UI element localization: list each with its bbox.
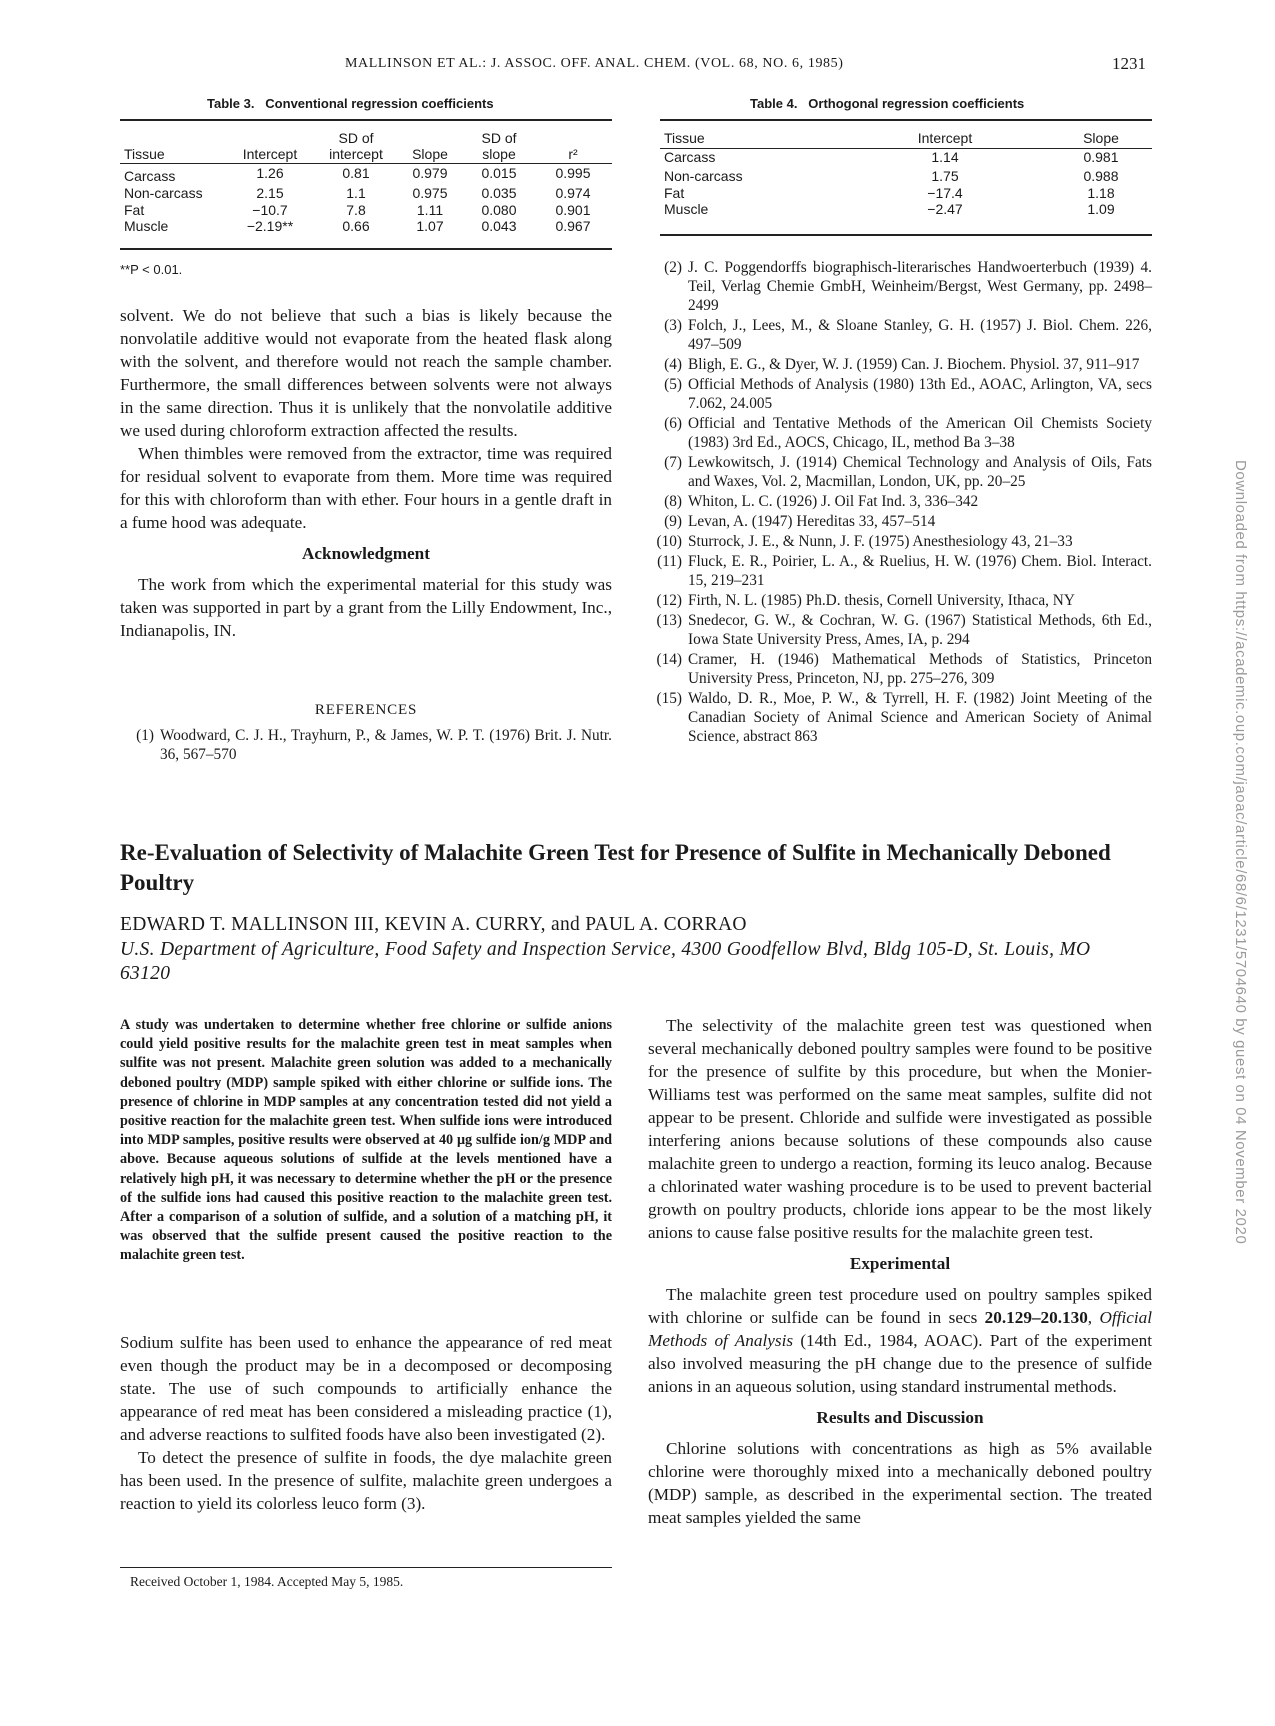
table4-cell: 1.75 <box>931 168 959 184</box>
left-upper-column <box>120 304 612 642</box>
reference-number: (12) <box>656 592 682 609</box>
reference-item <box>648 316 1152 354</box>
table3-cell: Carcass <box>124 168 176 185</box>
table3-cell: 0.015 <box>481 165 517 182</box>
reference-item <box>648 650 1152 688</box>
table4-caption <box>750 96 1024 111</box>
table3-cell: 0.975 <box>412 185 448 201</box>
right-body-column <box>648 1014 1152 1529</box>
table3-header-rule <box>120 163 612 164</box>
table4-top-rule <box>660 119 1152 121</box>
reference-number: (4) <box>664 356 682 373</box>
reference-number: (11) <box>657 553 682 570</box>
table3-number: Table 3. <box>207 96 255 111</box>
article-authors: EDWARD T. MALLINSON III, KEVIN A. CURRY, and PAUL A. CORRAO <box>120 914 747 935</box>
table3-header-cell: r² <box>568 146 578 162</box>
article-affiliation: U.S. Department of Agriculture, Food Safety and Inspection Service, 4300 Goodfellow Blvd, Bldg 105-D, St. Louis, MO 63120 <box>120 939 1091 984</box>
table4-cell: 1.09 <box>1087 201 1115 217</box>
reference-item <box>648 532 1152 551</box>
reference-item <box>648 492 1152 511</box>
table3-bottom-rule <box>120 248 612 250</box>
table3-cell: 0.66 <box>342 218 370 234</box>
table3-cell: Non-carcass <box>124 185 203 201</box>
table4-cell: −2.47 <box>927 201 963 217</box>
table3-cell: 1.11 <box>416 201 444 218</box>
reference-number: (10) <box>656 533 682 550</box>
reference-text: Lewkowitsch, J. (1914) Chemical Technology and Analysis of Oils, Fats and Waxes, Vol. 2, Macmillan, London, UK, pp. 20–25 <box>688 454 1152 490</box>
reference-item <box>648 552 1152 590</box>
reference-text: Snedecor, G. W., & Cochran, W. G. (1967) Statistical Methods, 6th Ed., Iowa State University Press, Ames, IA, p. 294 <box>688 612 1152 648</box>
results-paragraph: Chlorine solutions with concentrations as high as 5% available chlorine were thoroughly mixed into a mechanically deboned poultry (MDP) sample, as described in the experimental section. The treated meat samples yielded the same <box>648 1439 1152 1527</box>
table4-header-rule <box>660 148 1152 149</box>
table4-cell: 1.18 <box>1087 184 1115 201</box>
table4-number: Table 4. <box>750 96 798 111</box>
table3-cell: −10.7 <box>252 201 288 218</box>
footnote-rule <box>120 1567 612 1568</box>
reference-number: (9) <box>664 513 682 530</box>
table3-row <box>120 218 612 235</box>
reference-text: Whiton, L. C. (1926) J. Oil Fat Ind. 3, 336–342 <box>688 493 979 510</box>
reference-item <box>648 512 1152 531</box>
reference-text: Official Methods of Analysis (1980) 13th Ed., AOAC, Arlington, VA, secs 7.062, 24.005 <box>688 376 1152 412</box>
table3-header-cell: Intercept <box>242 146 298 162</box>
experimental-text-end: (14th Ed., 1984, AOAC). Part of the experiment also involved measuring the pH change due to the presence of sulfide anions in an aqueous solution, using standard instrumental methods. <box>648 1331 1152 1396</box>
table3-row <box>120 185 612 202</box>
table4-cell: −17.4 <box>927 184 963 201</box>
table3-header-cell: SD of slope <box>481 130 517 162</box>
reference-item <box>648 355 1152 374</box>
results-heading: Results and Discussion <box>816 1408 984 1427</box>
table4-bottom-rule <box>660 234 1152 236</box>
reference-text: Levan, A. (1947) Hereditas 33, 457–514 <box>688 513 936 530</box>
table4-header-cell: Slope <box>1083 130 1119 146</box>
intro-column <box>120 1331 612 1515</box>
acknowledgment-text: The work from which the experimental material for this study was taken was supported in part by a grant from the Lilly Endowment, Inc., Indianapolis, IN. <box>120 575 612 640</box>
table3-header-cell: Tissue <box>124 146 165 162</box>
reference-number: (14) <box>656 651 682 668</box>
table3-cell: −2.19** <box>246 218 294 234</box>
table3-cell: 1.1 <box>346 185 366 201</box>
table4-row <box>660 185 1152 202</box>
reference-item <box>648 375 1152 413</box>
table3-cell: 0.967 <box>555 218 591 234</box>
reference-number: (3) <box>664 317 682 334</box>
table4-cell: Muscle <box>664 201 709 217</box>
paragraph-solvent-bias: solvent. We do not believe that such a bias is likely because the nonvolatile additive would not evaporate from the heated flask along with the solvent, and therefore would not reach the sample chamber. Furthermore, the small differences between solvents were not always in the same direction. Thus it is unlikely that the nonvolatile additive we used during chloroform extraction affected the results. <box>120 306 612 440</box>
table3-cell: 7.8 <box>346 201 366 218</box>
page-number: 1231 <box>1112 54 1146 73</box>
reference-list-right <box>648 258 1152 747</box>
table3-cell: 0.979 <box>412 165 448 182</box>
article-title: Re-Evaluation of Selectivity of Malachite Green Test for Presence of Sulfite in Mechanically Deboned Poultry <box>120 840 1111 895</box>
reference-item <box>648 611 1152 649</box>
reference-text: J. C. Poggendorffs biographisch-literarisches Handwoerterbuch (1939) 4. Teil, Verlag Chemie GmbH, Weinheim/Bergst, West Germany, pp. 2498–2499 <box>688 259 1152 314</box>
running-head: MALLINSON ET AL.: J. ASSOC. OFF. ANAL. CHEM. (VOL. 68, NO. 6, 1985) <box>345 56 844 71</box>
table3-cell: 1.26 <box>256 165 284 182</box>
table3-cell: 0.974 <box>555 185 591 201</box>
experimental-heading: Experimental <box>849 1254 951 1273</box>
experimental-text-start: The malachite green test procedure used on poultry samples spiked with chlorine or sulfide can be found in secs <box>648 1285 1152 1327</box>
references-heading: REFERENCES <box>314 702 418 718</box>
reference-number: (13) <box>656 612 682 629</box>
table4-cell: Carcass <box>664 148 716 165</box>
table3 <box>120 130 612 235</box>
reference-number: (1) <box>136 727 154 744</box>
experimental-separator: , <box>1087 1308 1100 1327</box>
table3-cell: Fat <box>124 201 145 218</box>
reference-item <box>648 591 1152 610</box>
table3-top-rule <box>120 119 612 121</box>
table4-cell: 1.14 <box>931 148 959 165</box>
reference-text: Fluck, E. R., Poirier, L. A., & Ruelius, H. W. (1976) Chem. Biol. Interact. 15, 219–231 <box>688 553 1152 589</box>
experimental-sections: 20.129–20.130 <box>984 1308 1088 1327</box>
reference-text: Woodward, C. J. H., Trayhurn, P., & James, W. P. T. (1976) Brit. J. Nutr. 36, 567–570 <box>160 727 612 763</box>
reference-text: Cramer, H. (1946) Mathematical Methods of Statistics, Princeton University Press, Princeton, NJ, pp. 275–276, 309 <box>688 651 1152 687</box>
reference-number: (15) <box>656 690 682 707</box>
table3-cell: 0.080 <box>481 201 517 218</box>
table4-cell: Non-carcass <box>664 168 743 184</box>
table3-cell: 0.81 <box>342 165 370 182</box>
acknowledgment-heading: Acknowledgment <box>302 544 430 563</box>
reference-number: (7) <box>664 454 682 471</box>
reference-number: (5) <box>664 376 682 393</box>
reference-item <box>120 726 612 764</box>
table3-cell: 1.07 <box>416 218 444 234</box>
article-abstract: A study was undertaken to determine whether free chlorine or sulfide anions could yield positive results for the malachite green test in meat samples when sulfite was not present. Malachite green solution was added to a mechanically deboned poultry (MDP) sample spiked with either chlorine or sulfide ions. The presence of chlorine in MDP samples at any concentration tested did not yield a positive reaction for the malachite green test. When sulfide ions were introduced into MDP samples, positive results were observed at 40 μg sulfide ion/g MDP and above. Because aqueous solutions of sulfide at the levels mentioned have a relatively high pH, it was necessary to determine whether the pH or the presence of the sulfide ions had caused this positive reaction to the malachite green test. After a comparison of a solution of sulfide, and a solution of a matching pH, it was observed that the sulfide present caused the positive reaction to the malachite green test. <box>120 1017 612 1264</box>
reference-text: Bligh, E. G., & Dyer, W. J. (1959) Can. J. Biochem. Physiol. 37, 911–917 <box>688 356 1140 373</box>
table4-cell: 0.988 <box>1083 168 1119 184</box>
table3-footnote: **P < 0.01. <box>120 262 183 277</box>
table4-header-cell: Intercept <box>917 130 973 146</box>
reference-text: Official and Tentative Methods of the American Oil Chemists Society (1983) 3rd Ed., AOCS, Chicago, IL, method Ba 3–38 <box>688 415 1152 451</box>
reference-number: (6) <box>664 415 682 432</box>
table4-row <box>660 201 1152 218</box>
table3-title: Conventional regression coefficients <box>265 96 494 111</box>
experimental-book-title: Official Methods of Analysis <box>648 1308 1152 1350</box>
experimental-paragraph <box>648 1283 1152 1398</box>
download-sidebar <box>1230 460 1252 1260</box>
reference-text: Waldo, D. R., Moe, P. W., & Tyrrell, H. F. (1982) Joint Meeting of the Canadian Society of Animal Science and American Society of Animal Science, abstract 863 <box>688 690 1152 745</box>
table3-caption <box>207 96 494 111</box>
table3-cell: 0.901 <box>555 201 591 218</box>
selectivity-paragraph: The selectivity of the malachite green test was questioned when several mechanically deboned poultry samples were found to be positive for the presence of sulfite by this procedure, but when the Monier-Williams test was performed on the same meat samples, sulfite did not appear to be present. Chloride and sulfide were investigated as possible interfering anions because solutions of these compounds also cause malachite green to undergo a reaction, forming its leuco analog. Because a chlorinated water washing procedure is to be used to prevent bacterial growth on poultry products, chloride ions appear to be the most likely anions to cause false positive results for the malachite green test. <box>648 1016 1152 1242</box>
table4-row <box>660 168 1152 185</box>
reference-text: Folch, J., Lees, M., & Sloane Stanley, G. H. (1957) J. Biol. Chem. 226, 497–509 <box>688 317 1152 353</box>
reference-text: Firth, N. L. (1985) Ph.D. thesis, Cornell University, Ithaca, NY <box>688 592 1075 609</box>
reference-item <box>648 414 1152 452</box>
table3-cell: 2.15 <box>256 185 284 201</box>
download-notice: Downloaded from https://academic.oup.com/jaoac/article/68/6/1231/5704640 by guest on 04 November 2020 <box>1232 460 1249 1245</box>
table4 <box>660 130 1152 218</box>
table3-row <box>120 162 612 185</box>
table3-row <box>120 202 612 219</box>
table4-cell: 0.981 <box>1083 148 1119 165</box>
table4-cell: Fat <box>664 184 685 201</box>
reference-text: Sturrock, J. E., & Nunn, J. F. (1975) Anesthesiology 43, 21–33 <box>688 533 1073 550</box>
table3-header-cell: Slope <box>412 146 448 162</box>
reference-item <box>648 689 1152 746</box>
table3-cell: 0.043 <box>481 218 517 234</box>
intro-paragraph-1: Sodium sulfite has been used to enhance the appearance of red meat even though the product may be in a decomposed or decomposing state. The use of such compounds to artificially enhance the appearance of red meat has been considered a misleading practice (1), and adverse reactions to sulfited foods have also been investigated (2). <box>120 1333 612 1444</box>
table4-header-cell: Tissue <box>664 130 705 146</box>
intro-paragraph-2: To detect the presence of sulfite in foods, the dye malachite green has been used. In the presence of sulfite, malachite green undergoes a reaction to yield its colorless leuco form (3). <box>120 1448 612 1513</box>
reference-number: (2) <box>664 259 682 276</box>
table3-cell: 0.035 <box>481 185 517 201</box>
paragraph-thimbles: When thimbles were removed from the extractor, time was required for residual solvent to evaporate from them. More time was required for this with chloroform than with ether. Four hours in a gentle draft in a fume hood was adequate. <box>120 444 612 532</box>
reference-list-left <box>120 726 612 765</box>
table3-cell: Muscle <box>124 218 169 234</box>
reference-number: (8) <box>664 493 682 510</box>
table4-title: Orthogonal regression coefficients <box>808 96 1025 111</box>
table3-cell: 0.995 <box>555 165 591 182</box>
reference-item <box>648 258 1152 315</box>
reference-item <box>648 453 1152 491</box>
received-date: Received October 1, 1984. Accepted May 5, 1985. <box>130 1574 404 1589</box>
table3-header-cell: SD of intercept <box>329 130 383 162</box>
table4-row <box>660 146 1152 168</box>
